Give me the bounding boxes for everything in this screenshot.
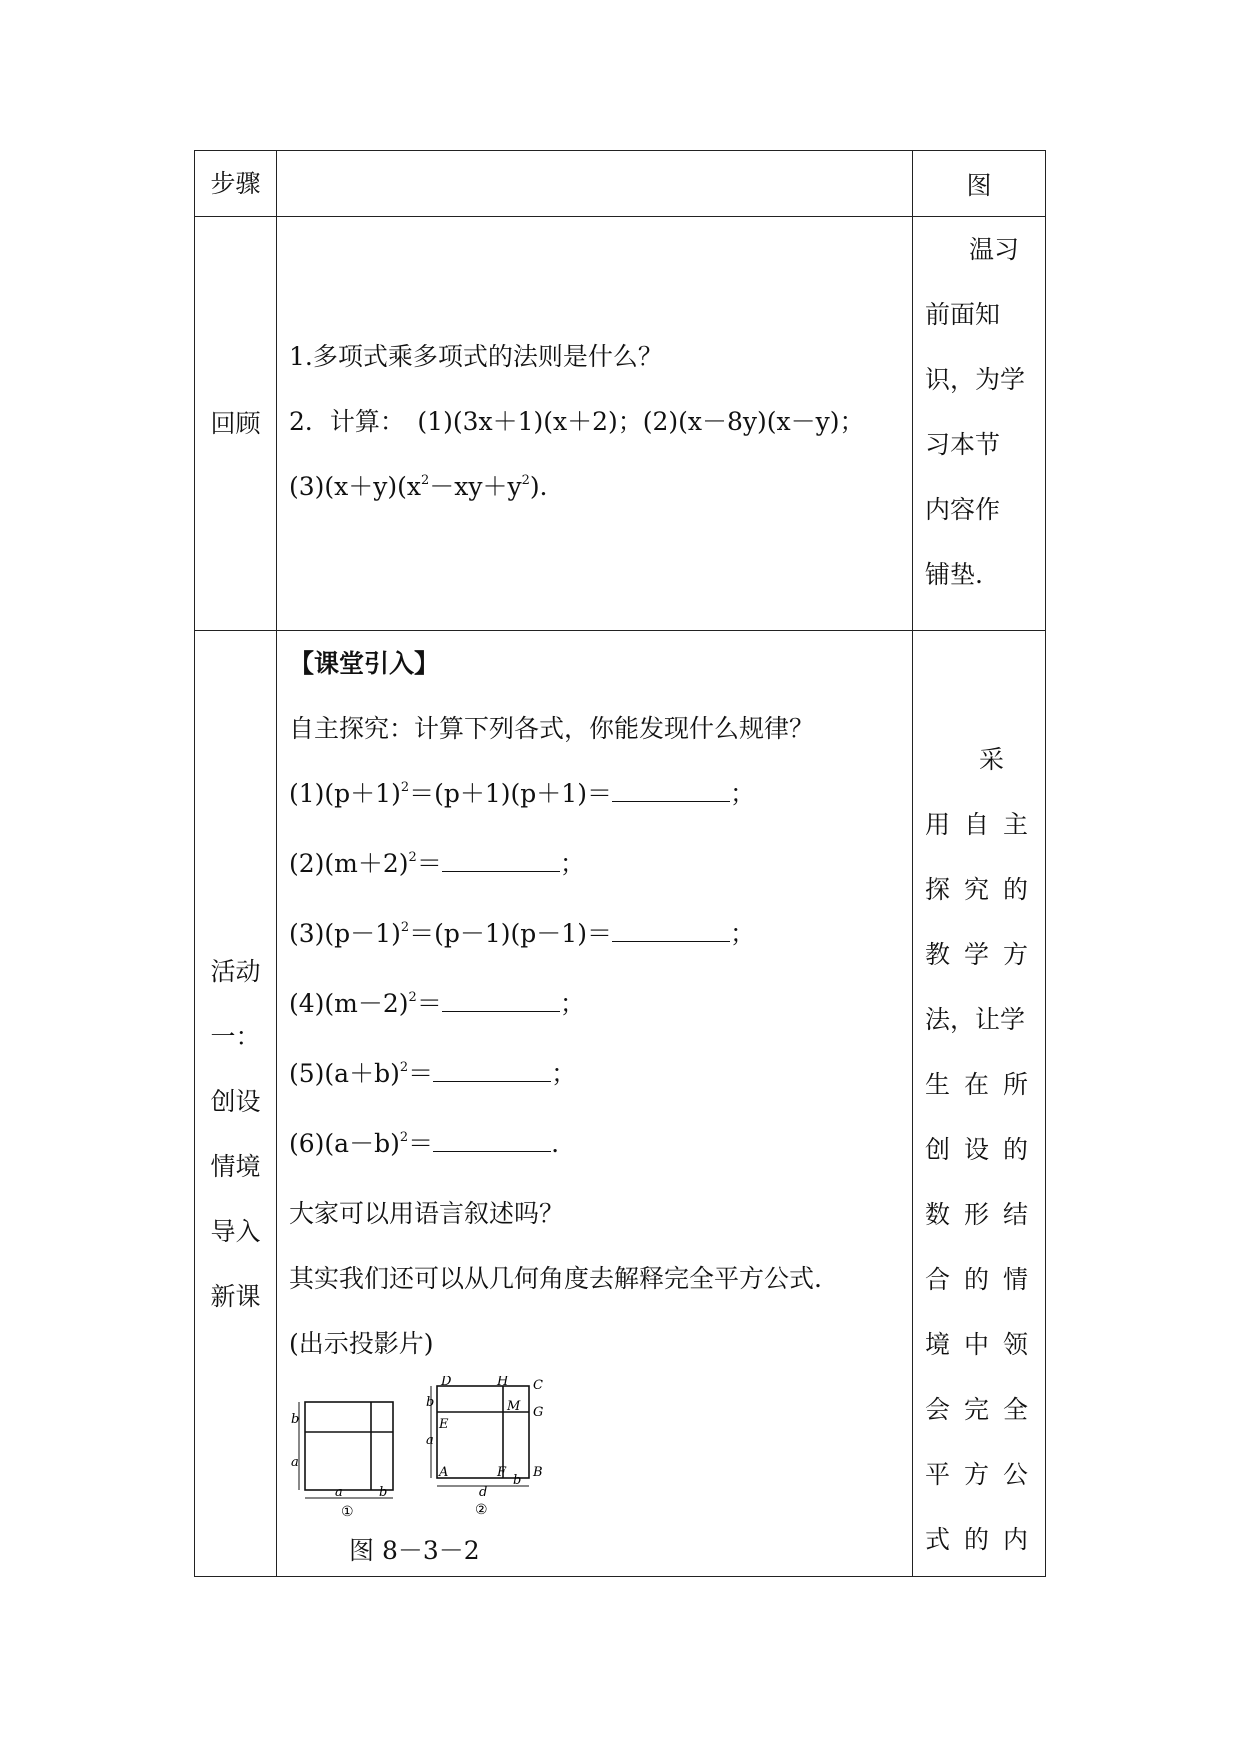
exercise-end: ；: [551, 1059, 577, 1088]
geometry-figures: [289, 1376, 912, 1526]
exercise-item: [289, 901, 912, 971]
answer-blank[interactable]: [433, 1059, 551, 1082]
activity-step-line: 创设: [210, 1086, 261, 1116]
fig2-label-E: E: [439, 1417, 449, 1432]
exercise-expr: (2)(m＋2): [289, 849, 409, 878]
exercise-end: .: [551, 1129, 560, 1158]
exercise-end: ；: [559, 989, 585, 1018]
fig2-number: ②: [475, 1502, 488, 1518]
activity-note-line: 采: [979, 745, 1019, 774]
activity-note-line: 法，让学: [925, 1005, 1026, 1034]
answer-blank[interactable]: [612, 779, 730, 802]
review-q3-part-c: )．: [529, 471, 565, 501]
exercise-item: [289, 761, 912, 831]
review-row: [195, 217, 1046, 631]
fig1-label-b: b: [291, 1412, 300, 1427]
activity-note-line: 式的内: [925, 1525, 1043, 1554]
fig2-label-M: M: [507, 1399, 521, 1414]
exercise-end: ；: [729, 779, 755, 808]
review-note-line: 内容作: [925, 495, 1001, 524]
exercise-expr: (3)(p－1): [289, 919, 401, 948]
exercise-expr-rest: ＝(p＋1)(p＋1)＝: [409, 779, 612, 808]
fig1-outer-square: [305, 1402, 393, 1490]
review-step: 回顾: [195, 217, 277, 631]
review-note-line: 前面知: [925, 300, 1001, 329]
review-note: [913, 217, 1046, 631]
lesson-plan-table: [194, 150, 1046, 1577]
figure-caption: 图 8－3－2: [349, 1536, 480, 1565]
activity-step-line: 活动: [210, 956, 261, 986]
activity-step-line: 情境: [210, 1151, 261, 1181]
activity-note-line: 平方公: [925, 1460, 1043, 1489]
activity-note-line: 数形结: [925, 1200, 1043, 1229]
section-title: 【课堂引入】: [289, 649, 440, 678]
exercise-end: ；: [559, 849, 585, 878]
review-question-2: 2．计算： (1)(3x＋1)(x＋2)；(2)(x－8y)(x－y)；: [289, 406, 865, 436]
exercise-expr-rest: ＝: [416, 989, 442, 1018]
activity-step-line: 导入: [210, 1216, 261, 1246]
exercise-expr-rest: ＝: [408, 1129, 434, 1158]
fig2-label-C: C: [533, 1378, 543, 1393]
review-note-line: 识，为学: [925, 365, 1026, 394]
review-note-line: 习本节: [925, 430, 1001, 459]
exercise-expr-rest: ＝(p－1)(p－1)＝: [409, 919, 612, 948]
answer-blank[interactable]: [442, 989, 560, 1012]
activity-note-line: 生在所: [925, 1070, 1043, 1099]
review-q3-part-b: －xy＋y: [429, 471, 522, 501]
activity-note-line: 用自主: [925, 810, 1043, 839]
fig2-bottom-d: d: [479, 1485, 488, 1500]
answer-blank[interactable]: [442, 849, 560, 872]
answer-blank[interactable]: [612, 919, 730, 942]
fig2-bottom-b: b: [513, 1473, 522, 1488]
exercise-sup: 2: [408, 990, 417, 1005]
exercise-expr-rest: ＝: [408, 1059, 434, 1088]
activity-note-line: 教学方: [925, 940, 1043, 969]
fig2-label-A: A: [439, 1465, 449, 1480]
review-note-line: 温习: [969, 235, 1020, 264]
figure-1: [299, 1402, 393, 1498]
intro-text: 自主探究：计算下列各式，你能发现什么规律？: [289, 714, 815, 743]
fig2-label-b-left: b: [426, 1395, 435, 1410]
activity-note: [913, 631, 1046, 1577]
activity-note-line: 境中领: [925, 1330, 1043, 1359]
fig2-label-F: F: [497, 1465, 507, 1480]
activity-content: [277, 631, 913, 1577]
review-q3-sup-2: 2: [521, 472, 530, 488]
review-q3-sup-1: 2: [421, 472, 430, 488]
activity-row: [195, 631, 1046, 1577]
fig2-label-B: B: [533, 1465, 543, 1480]
question-text: 大家可以用语言叙述吗？: [289, 1199, 565, 1228]
review-content: [277, 217, 913, 631]
review-question-1: 1.多项式乘多项式的法则是什么？: [289, 341, 663, 371]
fig1-number: ①: [341, 1504, 354, 1520]
fig2-label-H: H: [497, 1376, 509, 1389]
figure-squares: [289, 1376, 569, 1526]
fig2-label-G: G: [533, 1405, 544, 1420]
exercise-expr: (5)(a＋b): [289, 1059, 400, 1088]
fig2-label-D: D: [441, 1376, 452, 1389]
activity-step-line: 新课: [210, 1281, 261, 1311]
exercise-sup: 2: [400, 780, 410, 795]
fig1-bottom-a: a: [335, 1485, 343, 1500]
header-step: 步骤: [195, 151, 277, 217]
activity-note-line: 探究的: [925, 875, 1043, 904]
review-q3-part-a: (3)(x＋y)(x: [289, 471, 421, 501]
review-note-line: 铺垫.: [925, 560, 983, 589]
exercise-sup: 2: [399, 1130, 409, 1145]
exercise-expr: (4)(m－2): [289, 989, 409, 1018]
exercise-sup: 2: [408, 850, 417, 865]
exercise-expr: (6)(a－b): [289, 1129, 400, 1158]
header-row: [195, 151, 1046, 217]
exercise-sup: 2: [399, 1060, 409, 1075]
activity-note-line: 创设的: [925, 1135, 1043, 1164]
header-figure: 图: [913, 151, 1046, 217]
exercise-item: [289, 831, 912, 901]
exercise-item: [289, 1041, 912, 1111]
question-text: 其实我们还可以从几何角度去解释完全平方公式.: [289, 1264, 822, 1293]
answer-blank[interactable]: [433, 1129, 551, 1152]
activity-step-line: 一：: [210, 1021, 261, 1051]
exercise-expr-rest: ＝: [416, 849, 442, 878]
exercise-item: [289, 1111, 912, 1181]
activity-step: [195, 631, 277, 1577]
exercise-expr: (1)(p＋1): [289, 779, 401, 808]
fig1-label-a: a: [291, 1455, 299, 1470]
fig2-label-a-left: a: [426, 1433, 434, 1448]
exercise-item: [289, 971, 912, 1041]
activity-note-line: 会完全: [925, 1395, 1043, 1424]
review-question-3: [289, 454, 912, 524]
question-text: (出示投影片): [289, 1329, 434, 1358]
fig1-bottom-b: b: [379, 1485, 388, 1500]
header-content: [277, 151, 913, 217]
activity-note-line: 合的情: [925, 1265, 1043, 1294]
exercise-end: ；: [729, 919, 755, 948]
exercise-sup: 2: [400, 920, 410, 935]
